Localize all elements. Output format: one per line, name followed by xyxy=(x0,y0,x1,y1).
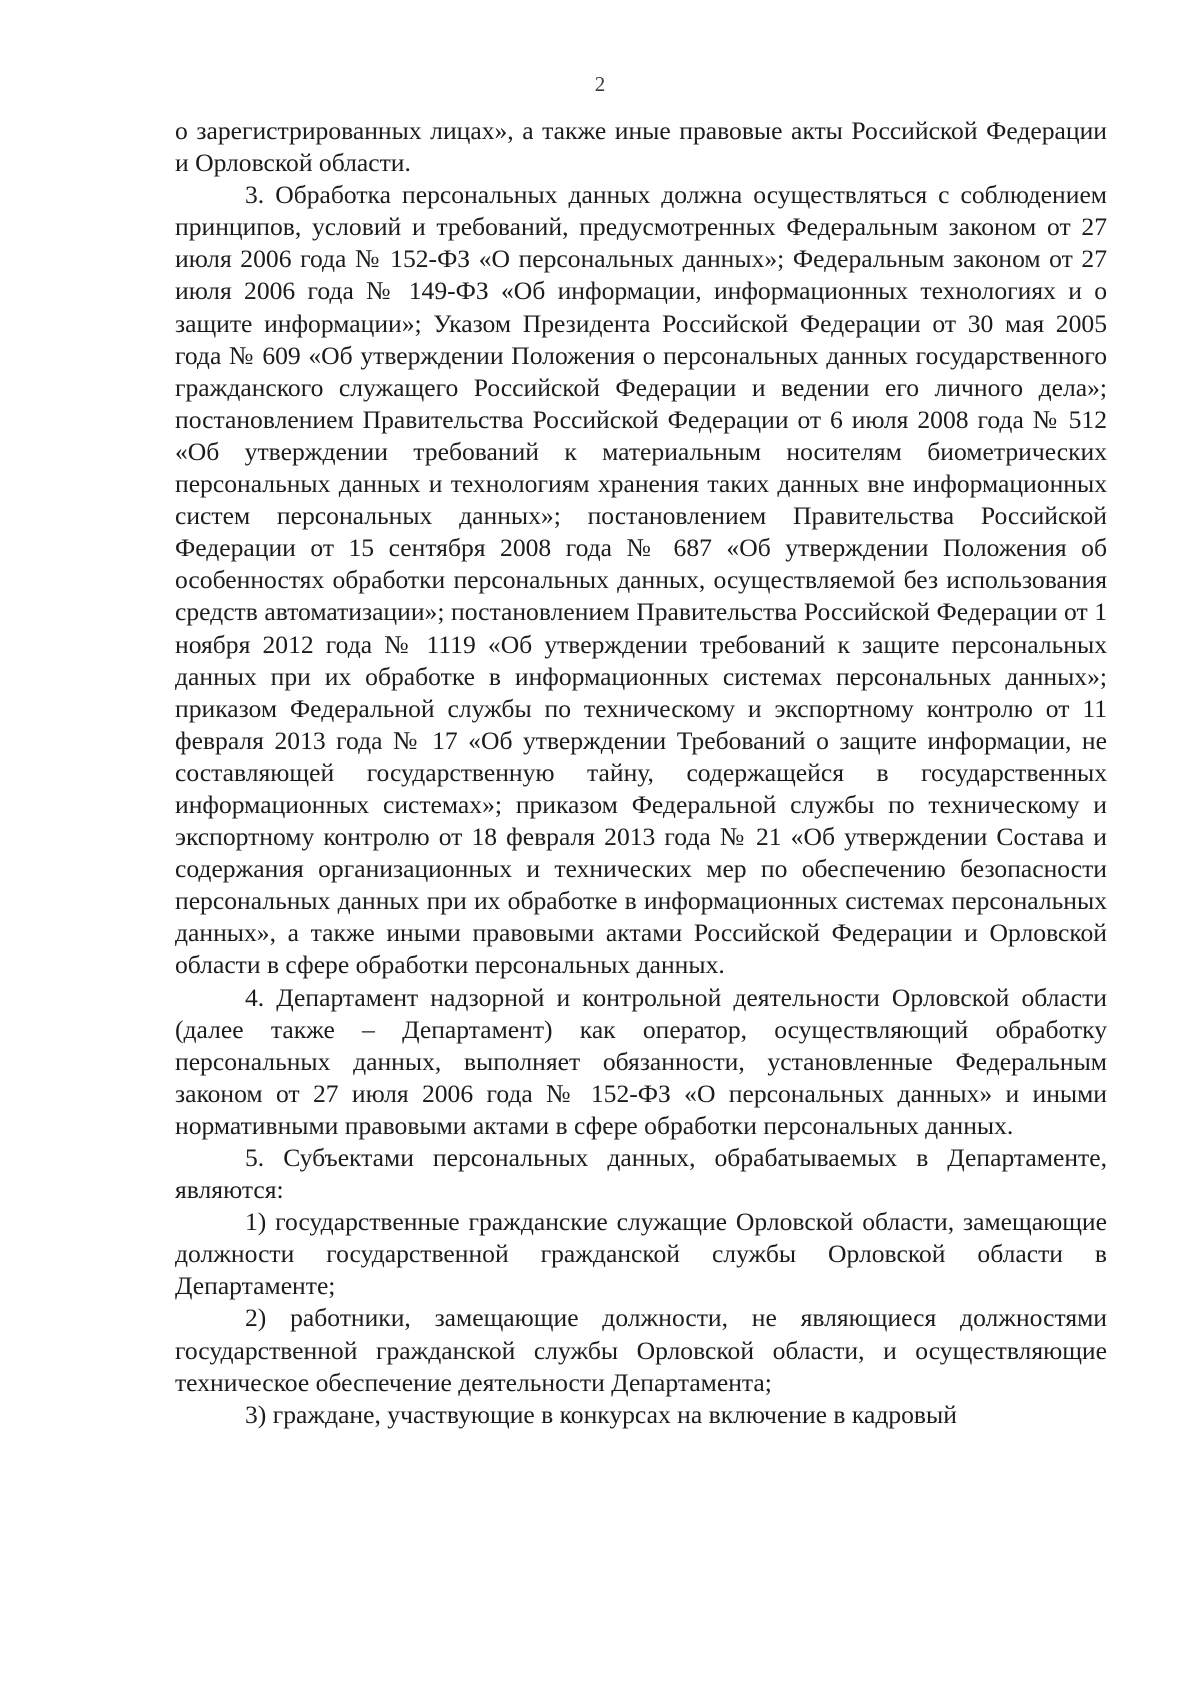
list-item-2: 2) работники, замещающие должности, не являющиеся должностями государственной гражданской службы Орловской области, и осуществляющие техническое обеспечение деятельности Департамента; xyxy=(175,1303,1107,1397)
paragraph-4-operator: 4. Департамент надзорной и контрольной деятельности Орловской области (далее также – Департамент) как оператор, осуществляющий обработку персональных данных, выполняет обязанности, установленные Федеральным законом от 27 июля 2006 года № 152-ФЗ «О персональных данных» и иными нормативными правовыми актами в сфере обработки персональных данных. xyxy=(175,982,1107,1140)
page-number: 2 xyxy=(594,72,606,96)
paragraph-continuation: о зарегистрированных лицах», а также иные правовые акты Российской Федерации и Орловской области. xyxy=(175,116,1107,178)
paragraph-5-subjects: 5. Субъектами персональных данных, обрабатываемых в Департаменте, являются: xyxy=(175,1143,1107,1205)
list-item-1: 1) государственные гражданские служащие Орловской области, замещающие должности государственной гражданской службы Орловской области в Департаменте; xyxy=(175,1207,1107,1301)
document-body xyxy=(175,115,1107,1431)
list-item-3: 3) граждане, участвующие в конкурсах на включение в кадровый xyxy=(245,1399,957,1429)
paragraph-3-legal-basis: 3. Обработка персональных данных должна осуществляться с соблюдением принципов, условий и требований, предусмотренных Федеральным законом от 27 июля 2006 года № 152-ФЗ «О персональных данных»; Федеральным законом от 27 июля 2006 года № 149-ФЗ «Об информации, информационных технологиях и о защите информации»; Указом Президента Российской Федерации от 30 мая 2005 года № 609 «Об утверждении Положения о персональных данных государственного гражданского служащего Российской Федерации и ведении его личного дела»; постановлением Правительства Российской Федерации от 6 июля 2008 года № 512 «Об утверждении требований к материальным носителям биометрических персональных данных и технологиям хранения таких данных вне информационных систем персональных данных»; постановлением Правительства Российской Федерации от 15 сентября 2008 года № 687 «Об утверждении Положения об особенностях обработки персональных данных, осуществляемой без использования средств автоматизации»; постановлением Правительства Российской Федерации от 1 ноября 2012 года № 1119 «Об утверждении требований к защите персональных данных при их обработке в информационных системах персональных данных»; приказом Федеральной службы по техническому и экспортному контролю от 11 февраля 2013 года № 17 «Об утверждении Требований о защите информации, не составляющей государственную тайну, содержащейся в государственных информационных системах»; приказом Федеральной службы по техническому и экспортному контролю от 18 февраля 2013 года № 21 «Об утверждении Состава и содержания организационных и технических мер по обеспечению безопасности персональных данных при их обработке в информационных системах персональных данных», а также иными правовыми актами Российской Федерации и Орловской области в сфере обработки персональных данных. xyxy=(175,180,1107,980)
